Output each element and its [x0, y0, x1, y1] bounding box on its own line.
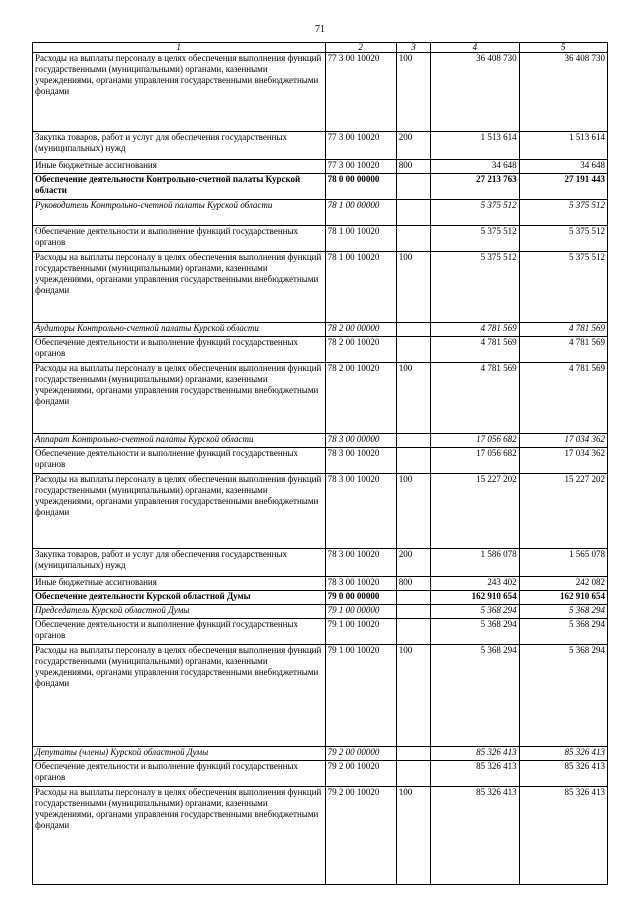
row-value-2022-cell: 242 082 [519, 577, 607, 591]
row-name-cell: Аудиторы Контрольно-счетной палаты Курской области [33, 323, 326, 337]
row-expense-type-cell: 800 [396, 160, 431, 174]
row-name-cell: Обеспечение деятельности и выполнение функций государственных органов [33, 337, 326, 363]
row-value-2021-cell: 5 368 294 [431, 645, 519, 747]
row-code-cell: 77 3 00 10020 [325, 132, 396, 160]
row-code-cell: 78 2 00 00000 [325, 323, 396, 337]
row-name-cell: Обеспечение деятельности Контрольно-счетной палаты Курской области [33, 174, 326, 200]
row-code-cell: 78 1 00 10020 [325, 226, 396, 252]
row-value-2021-cell: 4 781 569 [431, 323, 519, 337]
row-value-2022-cell: 5 368 294 [519, 619, 607, 645]
row-value-2021-cell: 5 375 512 [431, 200, 519, 226]
row-expense-type-cell [396, 434, 431, 448]
row-code-cell: 79 2 00 10020 [325, 761, 396, 787]
row-value-2021-cell: 85 326 413 [431, 761, 519, 787]
row-name-cell: Председатель Курской областной Думы [33, 605, 326, 619]
row-name-cell: Расходы на выплаты персоналу в целях обеспечения выполнения функций государственными (муниципальными) органами, казенными учреждениями, органами управления государственными внебюджетными фондами [33, 252, 326, 323]
row-expense-type-cell: 200 [396, 549, 431, 577]
row-code-cell: 78 2 00 10020 [325, 337, 396, 363]
row-value-2022-cell: 1 513 614 [519, 132, 607, 160]
row-name-cell: Обеспечение деятельности и выполнение функций государственных органов [33, 226, 326, 252]
row-code-cell: 78 1 00 10020 [325, 252, 396, 323]
table-row [33, 591, 608, 605]
budget-table [32, 42, 608, 885]
table-row [33, 226, 608, 252]
row-expense-type-cell: 100 [396, 53, 431, 132]
row-value-2021-cell: 5 368 294 [431, 619, 519, 645]
row-name-cell: Расходы на выплаты персоналу в целях обеспечения выполнения функций государственными (муниципальными) органами, казенными учреждениями, органами управления государственными внебюджетными фондами [33, 363, 326, 434]
row-expense-type-cell [396, 591, 431, 605]
row-name-cell: Закупка товаров, работ и услуг для обеспечения государственных (муниципальных) нужд [33, 132, 326, 160]
table-row [33, 549, 608, 577]
table-row [33, 252, 608, 323]
row-code-cell: 79 1 00 10020 [325, 619, 396, 645]
row-value-2021-cell: 1 513 614 [431, 132, 519, 160]
row-expense-type-cell [396, 226, 431, 252]
table-row [33, 323, 608, 337]
row-expense-type-cell [396, 448, 431, 474]
row-code-cell: 77 3 00 10020 [325, 53, 396, 132]
row-code-cell: 77 3 00 10020 [325, 160, 396, 174]
table-row [33, 363, 608, 434]
row-code-cell: 78 3 00 10020 [325, 448, 396, 474]
row-expense-type-cell: 100 [396, 363, 431, 434]
table-row [33, 200, 608, 226]
row-expense-type-cell [396, 200, 431, 226]
row-value-2022-cell: 85 326 413 [519, 761, 607, 787]
row-expense-type-cell [396, 619, 431, 645]
row-name-cell: Закупка товаров, работ и услуг для обеспечения государственных (муниципальных) нужд [33, 549, 326, 577]
row-value-2022-cell: 4 781 569 [519, 363, 607, 434]
row-value-2021-cell: 85 326 413 [431, 747, 519, 761]
row-name-cell: Расходы на выплаты персоналу в целях обеспечения выполнения функций государственными (муниципальными) органами, казенными учреждениями, органами управления государственными внебюджетными фондами [33, 474, 326, 549]
row-value-2022-cell: 1 565 078 [519, 549, 607, 577]
header-col-3: 3 [396, 43, 431, 53]
row-value-2021-cell: 27 213 763 [431, 174, 519, 200]
header-col-4: 4 [431, 43, 519, 53]
table-row [33, 132, 608, 160]
row-value-2021-cell: 4 781 569 [431, 363, 519, 434]
row-name-cell: Иные бюджетные ассигнования [33, 160, 326, 174]
row-value-2021-cell: 162 910 654 [431, 591, 519, 605]
row-code-cell: 78 1 00 00000 [325, 200, 396, 226]
row-code-cell: 78 0 00 00000 [325, 174, 396, 200]
row-value-2021-cell: 36 408 730 [431, 53, 519, 132]
row-value-2022-cell: 85 326 413 [519, 787, 607, 885]
row-value-2022-cell: 17 034 362 [519, 448, 607, 474]
row-code-cell: 79 0 00 00000 [325, 591, 396, 605]
row-value-2022-cell: 5 375 512 [519, 252, 607, 323]
row-code-cell: 79 1 00 00000 [325, 605, 396, 619]
row-value-2022-cell: 85 326 413 [519, 747, 607, 761]
header-col-2: 2 [325, 43, 396, 53]
row-value-2021-cell: 4 781 569 [431, 337, 519, 363]
row-value-2021-cell: 5 368 294 [431, 605, 519, 619]
row-expense-type-cell: 800 [396, 577, 431, 591]
table-row [33, 474, 608, 549]
row-expense-type-cell [396, 337, 431, 363]
row-value-2022-cell: 162 910 654 [519, 591, 607, 605]
row-code-cell: 78 3 00 10020 [325, 577, 396, 591]
table-row [33, 174, 608, 200]
row-code-cell: 79 1 00 10020 [325, 645, 396, 747]
page-number: 71 [315, 24, 325, 35]
table-row [33, 337, 608, 363]
row-code-cell: 78 2 00 10020 [325, 363, 396, 434]
row-expense-type-cell: 200 [396, 132, 431, 160]
row-value-2022-cell: 4 781 569 [519, 323, 607, 337]
row-name-cell: Обеспечение деятельности и выполнение функций государственных органов [33, 448, 326, 474]
row-value-2021-cell: 85 326 413 [431, 787, 519, 885]
row-value-2022-cell: 34 648 [519, 160, 607, 174]
row-name-cell: Депутаты (члены) Курской областной Думы [33, 747, 326, 761]
row-value-2022-cell: 5 368 294 [519, 645, 607, 747]
row-expense-type-cell [396, 747, 431, 761]
row-code-cell: 78 3 00 10020 [325, 474, 396, 549]
row-expense-type-cell: 100 [396, 787, 431, 885]
row-expense-type-cell [396, 323, 431, 337]
row-name-cell: Обеспечение деятельности Курской областной Думы [33, 591, 326, 605]
row-value-2021-cell: 243 402 [431, 577, 519, 591]
row-value-2022-cell: 5 375 512 [519, 200, 607, 226]
table-row [33, 448, 608, 474]
table-row [33, 434, 608, 448]
row-expense-type-cell: 100 [396, 645, 431, 747]
table-row [33, 577, 608, 591]
row-name-cell: Обеспечение деятельности и выполнение функций государственных органов [33, 619, 326, 645]
row-value-2021-cell: 17 056 682 [431, 448, 519, 474]
row-name-cell: Расходы на выплаты персоналу в целях обеспечения выполнения функций государственными (муниципальными) органами, казенными учреждениями, органами управления государственными внебюджетными фондами [33, 53, 326, 132]
row-code-cell: 79 2 00 00000 [325, 747, 396, 761]
table-row [33, 645, 608, 747]
row-expense-type-cell [396, 761, 431, 787]
table-row [33, 619, 608, 645]
table-header-row [33, 43, 608, 53]
row-expense-type-cell [396, 174, 431, 200]
table-row [33, 761, 608, 787]
row-value-2022-cell: 4 781 569 [519, 337, 607, 363]
row-value-2021-cell: 5 375 512 [431, 226, 519, 252]
row-name-cell: Руководитель Контрольно-счетной палаты Курской области [33, 200, 326, 226]
row-code-cell: 79 2 00 10020 [325, 787, 396, 885]
table-row [33, 53, 608, 132]
row-value-2021-cell: 17 056 682 [431, 434, 519, 448]
header-col-5: 5 [519, 43, 607, 53]
row-value-2021-cell: 34 648 [431, 160, 519, 174]
row-name-cell: Иные бюджетные ассигнования [33, 577, 326, 591]
row-name-cell: Обеспечение деятельности и выполнение функций государственных органов [33, 761, 326, 787]
row-value-2022-cell: 15 227 202 [519, 474, 607, 549]
row-code-cell: 78 3 00 10020 [325, 549, 396, 577]
row-value-2022-cell: 27 191 443 [519, 174, 607, 200]
row-value-2021-cell: 5 375 512 [431, 252, 519, 323]
table-row [33, 160, 608, 174]
row-value-2022-cell: 5 375 512 [519, 226, 607, 252]
row-value-2022-cell: 17 034 362 [519, 434, 607, 448]
row-code-cell: 78 3 00 00000 [325, 434, 396, 448]
row-name-cell: Расходы на выплаты персоналу в целях обеспечения выполнения функций государственными (муниципальными) органами, казенными учреждениями, органами управления государственными внебюджетными фондами [33, 787, 326, 885]
row-name-cell: Аппарат Контрольно-счетной палаты Курской области [33, 434, 326, 448]
row-expense-type-cell: 100 [396, 474, 431, 549]
row-name-cell: Расходы на выплаты персоналу в целях обеспечения выполнения функций государственными (муниципальными) органами, казенными учреждениями, органами управления государственными внебюджетными фондами [33, 645, 326, 747]
header-col-1: 1 [33, 43, 326, 53]
table-row [33, 747, 608, 761]
table-row [33, 787, 608, 885]
row-value-2022-cell: 36 408 730 [519, 53, 607, 132]
table-body [33, 53, 608, 885]
row-value-2021-cell: 15 227 202 [431, 474, 519, 549]
row-expense-type-cell: 100 [396, 252, 431, 323]
table-row [33, 605, 608, 619]
row-value-2022-cell: 5 368 294 [519, 605, 607, 619]
row-expense-type-cell [396, 605, 431, 619]
row-value-2021-cell: 1 586 078 [431, 549, 519, 577]
